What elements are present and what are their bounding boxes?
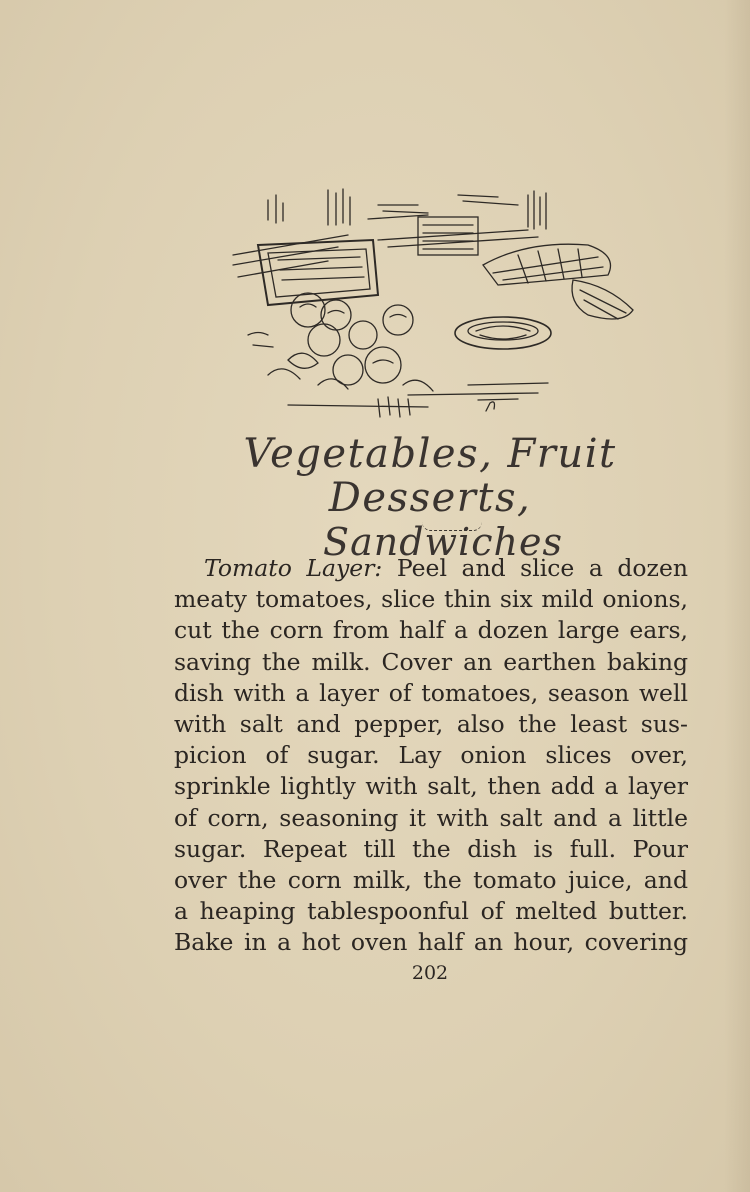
recipe-line: Tomato Layer: Peel and slice a dozen [204, 554, 688, 582]
chapter-heading-line-2: Sandwiches [323, 520, 563, 564]
recipe-line: saving the milk. Cover an earthen baking [174, 647, 688, 676]
kitchen-still-life-illustration [228, 185, 643, 425]
recipe-line: picion of sugar. Lay onion slices over, [174, 741, 688, 770]
recipe-text [174, 553, 688, 959]
recipe-line: Bake in a hot oven half an hour, covering [174, 928, 688, 957]
recipe-line: sprinkle lightly with salt, then add a layer [174, 772, 688, 801]
recipe-title: Tomato Layer: [204, 554, 383, 582]
page-number: 202 [411, 962, 449, 984]
heading-swash-ornament [422, 522, 482, 531]
page-edge-shadow [724, 0, 750, 1192]
recipe-line: over the corn milk, the tomato juice, and [174, 866, 688, 895]
chapter-heading [150, 432, 710, 564]
recipe-line: sugar. Repeat till the dish is full. Pour [174, 834, 688, 863]
recipe-line: a heaping tablespoonful of melted butter. [174, 897, 688, 926]
recipe-line: dish with a layer of tomatoes, season well [174, 678, 688, 707]
recipe-line: of corn, seasoning it with salt and a little [174, 803, 688, 832]
recipe-line: cut the corn from half a dozen large ears, [174, 616, 688, 645]
recipe-line: meaty tomatoes, slice thin six mild onions, [174, 585, 688, 614]
recipe-line: with salt and pepper, also the least sus- [174, 710, 688, 739]
chapter-heading-line-1: Vegetables, Fruit Desserts, [243, 431, 617, 521]
